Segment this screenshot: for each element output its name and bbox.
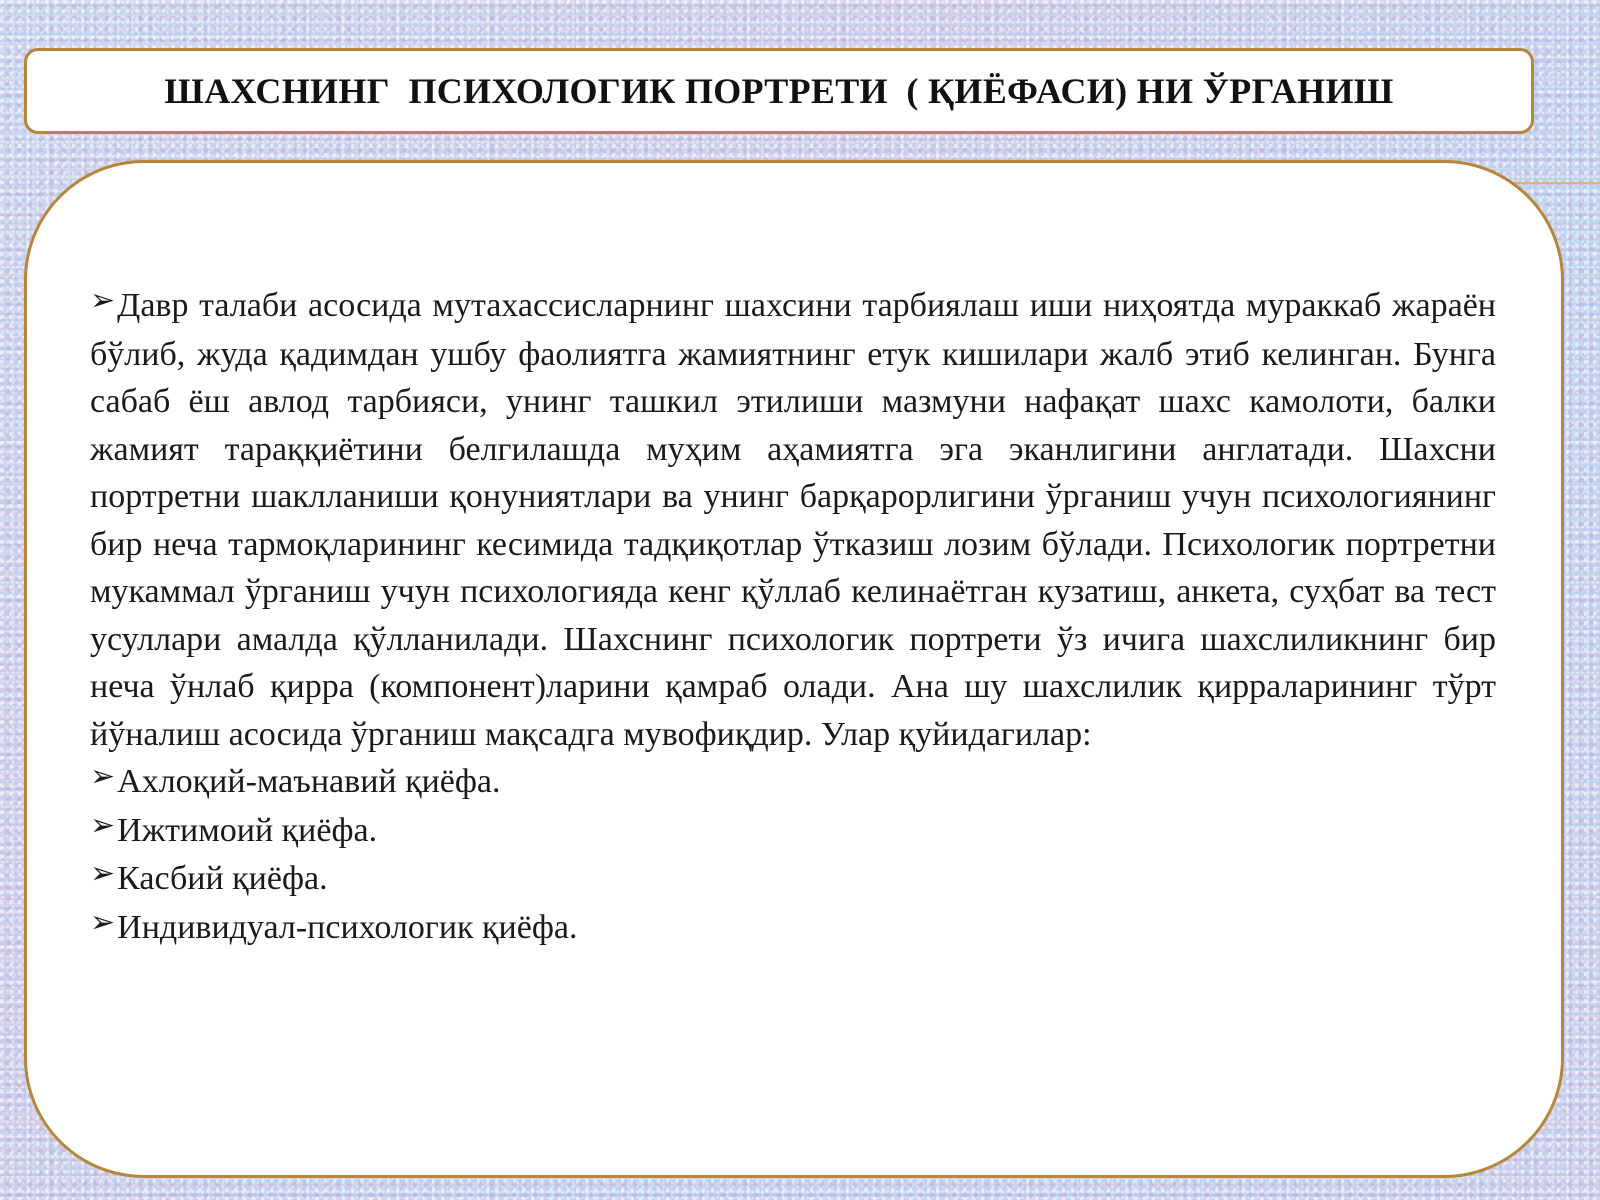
list-item — [90, 807, 1496, 856]
list-item-text: Касбий қиёфа. — [117, 860, 328, 897]
title-box — [24, 48, 1534, 134]
list-item — [90, 904, 1496, 953]
slide-title: ШАХСНИНГ ПСИХОЛОГИК ПОРТРЕТИ ( ҚИЁФАСИ) НИ ЎРГАНИШ — [164, 71, 1394, 111]
arrow-bullet-icon: ➢ — [90, 760, 116, 793]
list-item — [90, 758, 1496, 807]
list-item-text: Ижтимоий қиёфа. — [117, 811, 378, 849]
list-item-text: Индивидуал-психологик қиёфа. — [117, 908, 578, 946]
list-item — [90, 855, 1496, 904]
arrow-bullet-icon: ➢ — [90, 808, 116, 842]
intro-paragraph-text: Давр талаби асосида мутахассисларнинг шахсини тарбиялаш иши ниҳоятда мураккаб жараён бўлиб, жуда қадимдан ушбу фаолиятга жамиятнинг етук кишилари жалб этиб келинган. Бунга сабаб ёш авлод тарбияси, унинг ташкил этилиши мазмуни нафақат шахс камолоти, балки жамият тараққиётини белгилашда муҳим аҳамиятга эга эканлигини англатади. Шахсни портретни шаклланиши қонуниятлари ва унинг барқарорлигини ўрганиш учун психологиянинг бир неча тармоқларининг кесимида тадқиқотлар ўтказиш лозим бўлади. Психологик портретни мукаммал ўрганиш учун психологияда кенг қўллаб келинаётган кузатиш, анкета, суҳбат ва тест усуллари амалда қўлланилади. Шахснинг психологик портрети ўз ичига шахслиликнинг бир неча ўнлаб қирра (компонент)ларини қамраб олади. Ана шу шахслилик қирраларининг тўрт йўналиш асосида ўрганиш мақсадга мувофиқдир. Улар қуйидагилар: — [90, 287, 1496, 753]
content-body — [90, 282, 1496, 952]
list-item-text: Ахлоқий-маънавий қиёфа. — [117, 763, 501, 800]
arrow-bullet-icon: ➢ — [90, 284, 116, 317]
arrow-bullet-icon: ➢ — [90, 905, 116, 939]
arrow-bullet-icon: ➢ — [90, 857, 116, 890]
intro-paragraph — [90, 282, 1496, 758]
